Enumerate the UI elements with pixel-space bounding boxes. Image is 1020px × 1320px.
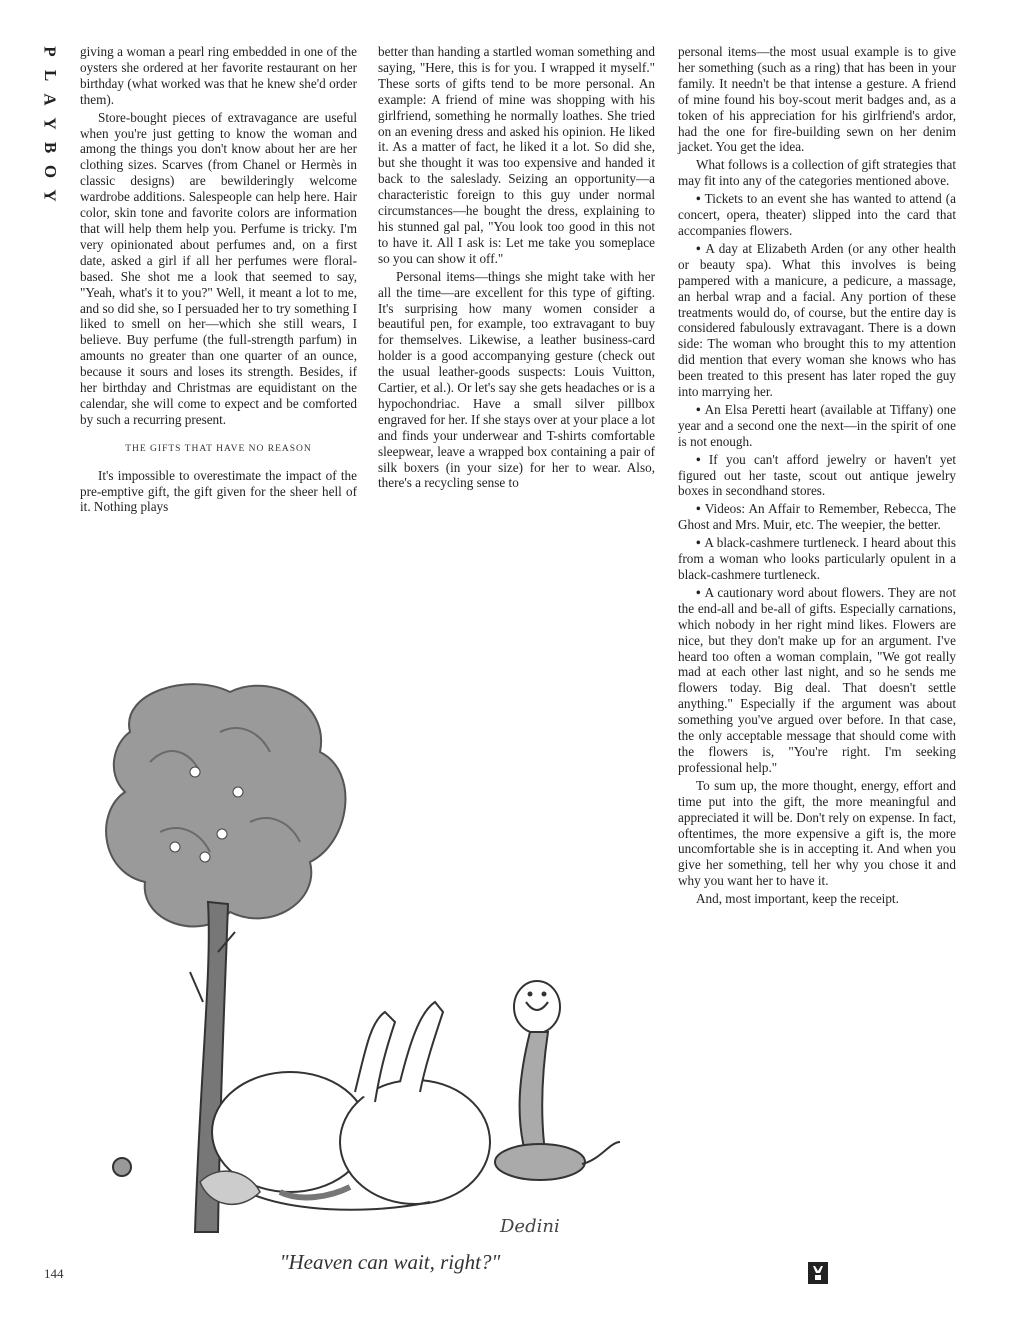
figure-illustration	[200, 1002, 490, 1210]
paragraph: Store-bought pieces of extravagance are useful when you're just getting to know the woman and among the things you don't know about her are her clothing sizes. Scarves (from Chanel or Hermès in classic designs) are bewilderingly welcome wardrobe additions. Salespeople can help here. Hair color, skin tone and favorite colors are information that will help them help you. Perfume is tricky. I'm very opinionated about perfumes and, on a first date, asked a girl if all her perfumes were floral-based. She shot me a look that seemed to say, "Yeah, what's it to you?" Well, it meant a lot to me, and so did she, so I persuaded her to try something I liked to smell on her—which she still wears, I believe. Buy perfume (the full-strength parfum) in amounts no greater than one quarter of an ounce, because it sours and loses its strength. Besides, if her birthday and Christmas are equidistant on the calendar, she will come to expect and be comforted by such a recurring present.	[80, 109, 357, 427]
gift-idea-item: • Tickets to an event she has wanted to attend (a concert, opera, theater) slipped into the card that accompanies flowers.	[678, 191, 956, 239]
logo-letter: B	[41, 141, 60, 155]
paragraph: Personal items—things she might take with her all the time—are excellent for this type of gifting. It's surprising how many women consider a beautiful pen, for example, too extravagant to buy for themselves. Likewise, a leather business-card holder is a good accompanying gesture (check out the usual leather-goods suspects: Louis Vuitton, Cartier, et al.). Or let's say she gets headaches or is a hypochondriac. Have a small silver pillbox engraved for her. If she stays over at your place a lot and finds your underwear and T-shirts comfortable sleepwear, leave a wrapped box containing a pair of silk boxers (in your size) for her to wear. Also, there's a recycling sense to	[378, 268, 655, 491]
cartoon-caption: "Heaven can wait, right?"	[279, 1250, 501, 1274]
logo-letter: P	[40, 46, 60, 58]
paragraph: It's impossible to overestimate the impact of the pre-emptive gift, the gift given for the sheer hell of it. Nothing plays	[80, 467, 357, 515]
artist-signature: Dedini	[500, 1216, 560, 1237]
logo-letter: O	[40, 164, 60, 180]
gift-idea-item: • A day at Elizabeth Arden (or any other health or beauty spa). What this involves is being pampered with a manicure, a pedicure, a massage, an herbal wrap and a facial. Any portion of these treatments would do, of course, but the entire day is considered fabulously extravagant. There is a down side: The woman who brought this to my attention did mention that every woman she knows who has been treated to this present has later roped the guy into marrying her.	[678, 241, 956, 400]
article-column-3	[678, 44, 956, 907]
paragraph: To sum up, the more thought, energy, effort and time put into the gift, the more meaningful and appreciated it will be. Don't rely on expense. In fact, oftentimes, the more expensive a gift is, the more uncomfortable she is in accepting it. And when you give her something, tell her why you chose it and why you want her to have it.	[678, 777, 956, 889]
rabbit-logo-endmark-icon	[808, 1262, 828, 1284]
section-subhead: THE GIFTS THAT HAVE NO REASON	[125, 443, 312, 454]
apple-illustration	[113, 1158, 131, 1176]
gift-idea-item: • If you can't afford jewelry or haven't yet figured out her taste, scout out antique jewelry boxes in secondhand stores.	[678, 452, 956, 500]
paragraph: What follows is a collection of gift strategies that may fit into any of the categories mentioned above.	[678, 157, 957, 189]
paragraph: personal items—the most usual example is to give her something (such as a ring) that has been in your family. It needn't be that intense a gesture. A friend of mine found his boy-scout merit badges and, as a token of his appreciation for his girlfriend's ardor, had the one for fire-building sewn on her denim jacket. You get the idea.	[678, 44, 956, 155]
cartoon-illustration	[100, 672, 660, 1262]
magazine-logo-vertical	[30, 40, 70, 210]
gift-idea-item: • Videos: An Affair to Remember, Rebecca, The Ghost and Mrs. Muir, etc. The weepier, the better.	[678, 501, 956, 533]
logo-letter: L	[41, 69, 60, 83]
paragraph: giving a woman a pearl ring embedded in one of the oysters she ordered at her favorite restaurant on her birthday (what worked was that he knew she'd order them).	[80, 44, 357, 107]
logo-letter: A	[41, 93, 60, 107]
logo-letter: Y	[41, 117, 60, 131]
gift-idea-item: • A black-cashmere turtleneck. I heard about this from a woman who looks particularly opulent in a black-cashmere turtleneck.	[678, 535, 956, 583]
logo-letter: Y	[41, 189, 60, 203]
paragraph: better than handing a startled woman something and saying, "Here, this is for you. I wrapped it myself." These sorts of gifts tend to be more personal. An example: A friend of mine was shopping with his girlfriend, something he normally loathes. She tried on an evening dress and asked his opinion. He liked it. As a matter of fact, he liked it a lot. So did she, but she thought it was too expensive and handed it back to the saleslady. Seizing an opportunity—a characteristic foreign to this guy under normal circumstances—he bought the dress, explaining to his stunned gal pal, "You look too good in this not to have it. All I ask is: Let me take you someplace so you can show it off."	[378, 44, 655, 266]
gift-idea-item: • A cautionary word about flowers. They are not the end-all and be-all of gifts. Especially carnations, which nobody in her right mind likes. Flowers are nice, but they don't make up for an argument. I've heard too often a woman complain, "We got really mad at each other last night, and so he sends me flowers today. Big deal. That doesn't settle anything." Especially if the argument was about something you've argued over before. In that case, the only acceptable message that should come with the flowers is, "You're right. I'm seeking professional help."	[678, 585, 956, 776]
snake-illustration	[495, 981, 620, 1180]
article-column-1	[80, 44, 357, 515]
article-column-2	[378, 44, 655, 491]
gift-idea-item: • An Elsa Peretti heart (available at Tiffany) one year and a second one the next—in the spirit of one is not enough.	[678, 402, 956, 450]
page-number: 144	[44, 1266, 64, 1281]
paragraph: And, most important, keep the receipt.	[696, 891, 899, 907]
